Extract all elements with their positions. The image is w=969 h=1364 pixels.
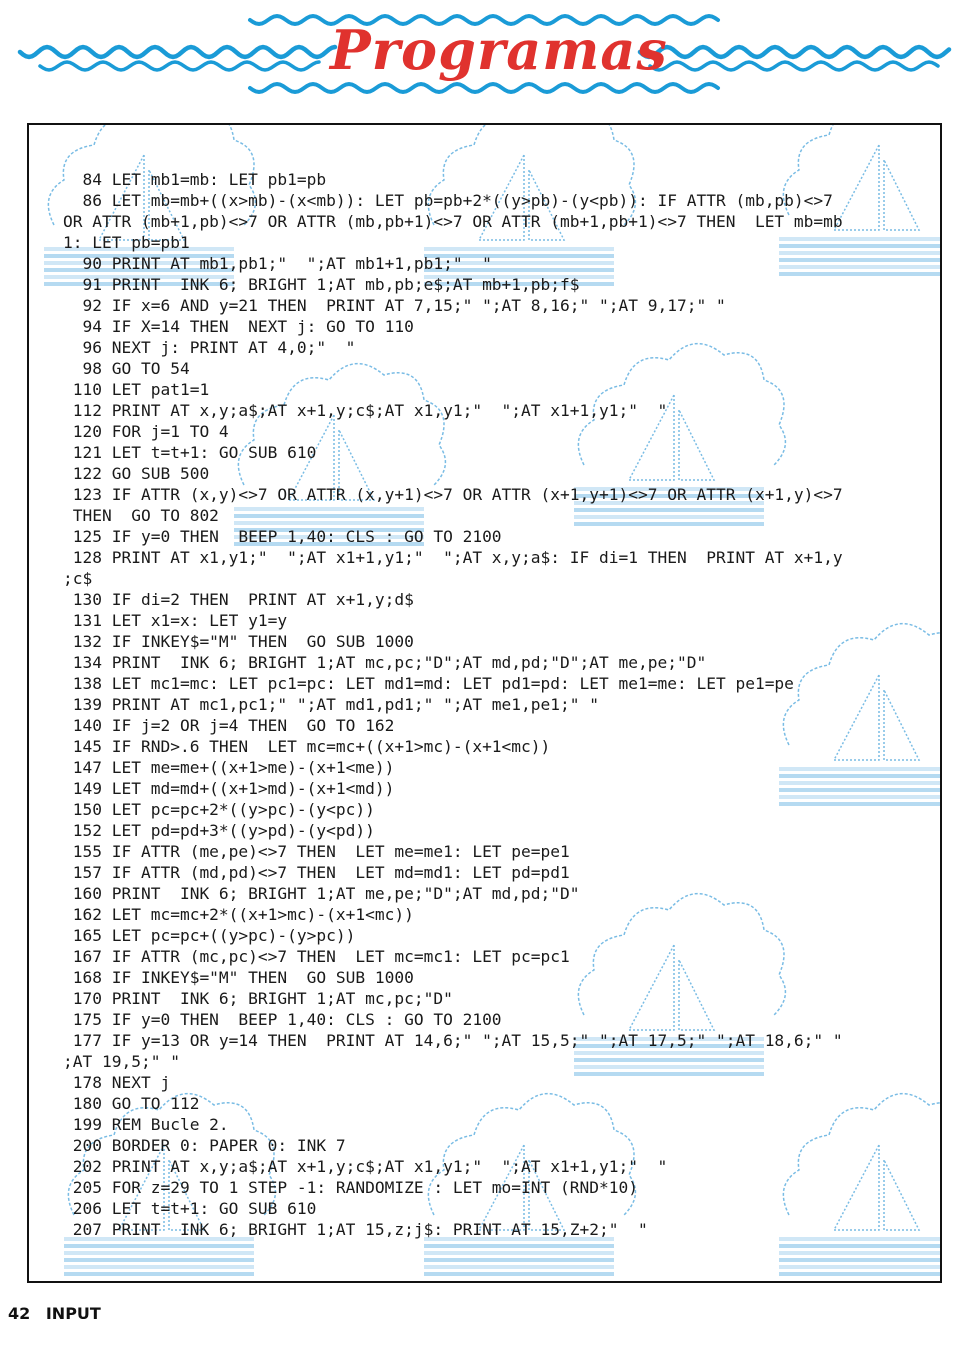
program-listing-frame bbox=[27, 123, 942, 1283]
code-line: 84 LET mb1=mb: LET pb1=pb bbox=[63, 170, 327, 189]
code-line: 157 IF ATTR (md,pd)<>7 THEN LET md=md1: LET pd=pd1 bbox=[63, 863, 570, 882]
code-line: 207 PRINT INK 6; BRIGHT 1;AT 15,z;j$: PRINT AT 15,Z+2;" " bbox=[63, 1220, 648, 1239]
code-line: 1: LET pb=pb1 bbox=[63, 233, 190, 252]
code-line: 206 LET t=t+1: GO SUB 610 bbox=[63, 1199, 317, 1218]
code-line: 205 FOR z=29 TO 1 STEP -1: RANDOMIZE : LET mo=INT (RND*10) bbox=[63, 1178, 638, 1197]
code-line: 86 LET mb=mb+((x>mb)-(x<mb)): LET pb=pb+2*((y>pb)-(y<pb)): IF ATTR (mb,pb)<>7 bbox=[63, 191, 833, 210]
code-line: 177 IF y=13 OR y=14 THEN PRINT AT 14,6;" ";AT 15,5;" ";AT 17,5;" ";AT 18,6;" " bbox=[63, 1031, 843, 1050]
code-line: 175 IF y=0 THEN BEEP 1,40: CLS : GO TO 2100 bbox=[63, 1010, 502, 1029]
code-line: 96 NEXT j: PRINT AT 4,0;" " bbox=[63, 338, 356, 357]
code-line: 92 IF x=6 AND y=21 THEN PRINT AT 7,15;" ";AT 8,16;" ";AT 9,17;" " bbox=[63, 296, 726, 315]
code-line: 91 PRINT INK 6; BRIGHT 1;AT mb,pb;e$;AT mb+1,pb;f$ bbox=[63, 275, 580, 294]
magazine-name: INPUT bbox=[45, 1304, 101, 1323]
code-line: 128 PRINT AT x1,y1;" ";AT x1+1,y1;" ";AT x,y;a$: IF di=1 THEN PRINT AT x+1,y bbox=[63, 548, 843, 567]
code-line: THEN GO TO 802 bbox=[63, 506, 219, 525]
code-line: 122 GO SUB 500 bbox=[63, 464, 210, 483]
code-line: 178 NEXT j bbox=[63, 1073, 171, 1092]
code-line: 168 IF INKEY$="M" THEN GO SUB 1000 bbox=[63, 968, 414, 987]
code-line: 150 LET pc=pc+2*((y>pc)-(y<pc)) bbox=[63, 800, 375, 819]
code-line: 199 REM Bucle 2. bbox=[63, 1115, 229, 1134]
basic-program-listing bbox=[29, 125, 940, 1281]
code-line: 160 PRINT INK 6; BRIGHT 1;AT me,pe;"D";AT md,pd;"D" bbox=[63, 884, 580, 903]
code-line: 112 PRINT AT x,y;a$;AT x+1,y;c$;AT x1,y1;" ";AT x1+1,y1;" " bbox=[63, 401, 668, 420]
code-line: 152 LET pd=pd+3*((y>pd)-(y<pd)) bbox=[63, 821, 375, 840]
code-line: OR ATTR (mb+1,pb)<>7 OR ATTR (mb,pb+1)<>7 OR ATTR (mb+1,pb+1)<>7 THEN LET mb=mb bbox=[63, 212, 843, 231]
code-line: 170 PRINT INK 6; BRIGHT 1;AT mc,pc;"D" bbox=[63, 989, 453, 1008]
code-line: 162 LET mc=mc+2*((x+1>mc)-(x+1<mc)) bbox=[63, 905, 414, 924]
code-line: 131 LET x1=x: LET y1=y bbox=[63, 611, 288, 630]
page-footer bbox=[8, 1304, 111, 1323]
code-line: ;AT 19,5;" " bbox=[63, 1052, 180, 1071]
code-line: 180 GO TO 112 bbox=[63, 1094, 200, 1113]
code-line: 200 BORDER 0: PAPER 0: INK 7 bbox=[63, 1136, 346, 1155]
code-line: 121 LET t=t+1: GO SUB 610 bbox=[63, 443, 317, 462]
code-line: 165 LET pc=pc+((y>pc)-(y>pc)) bbox=[63, 926, 356, 945]
code-line: 125 IF y=0 THEN BEEP 1,40: CLS : GO TO 2100 bbox=[63, 527, 502, 546]
code-line: ;c$ bbox=[63, 569, 93, 588]
code-line: 123 IF ATTR (x,y)<>7 OR ATTR (x,y+1)<>7 OR ATTR (x+1,y+1)<>7 OR ATTR (x+1,y)<>7 bbox=[63, 485, 843, 504]
code-line: 132 IF INKEY$="M" THEN GO SUB 1000 bbox=[63, 632, 414, 651]
code-line: 139 PRINT AT mc1,pc1;" ";AT md1,pd1;" ";AT me1,pe1;" " bbox=[63, 695, 600, 714]
code-line: 94 IF X=14 THEN NEXT j: GO TO 110 bbox=[63, 317, 414, 336]
page-number: 42 bbox=[8, 1304, 31, 1323]
code-line: 140 IF j=2 OR j=4 THEN GO TO 162 bbox=[63, 716, 395, 735]
code-line: 120 FOR j=1 TO 4 bbox=[63, 422, 229, 441]
code-line: 167 IF ATTR (mc,pc)<>7 THEN LET mc=mc1: LET pc=pc1 bbox=[63, 947, 570, 966]
code-line: 134 PRINT INK 6; BRIGHT 1;AT mc,pc;"D";AT md,pd;"D";AT me,pe;"D" bbox=[63, 653, 707, 672]
code-line: 90 PRINT AT mb1,pb1;" ";AT mb1+1,pb1;" " bbox=[63, 254, 492, 273]
code-line: 147 LET me=me+((x+1>me)-(x+1<me)) bbox=[63, 758, 395, 777]
code-line: 98 GO TO 54 bbox=[63, 359, 190, 378]
section-header bbox=[0, 0, 969, 115]
code-line: 145 IF RND>.6 THEN LET mc=mc+((x+1>mc)-(x+1<mc)) bbox=[63, 737, 551, 756]
code-line: 138 LET mc1=mc: LET pc1=pc: LET md1=md: LET pd1=pd: LET me1=me: LET pe1=pe bbox=[63, 674, 794, 693]
code-line: 155 IF ATTR (me,pe)<>7 THEN LET me=me1: LET pe=pe1 bbox=[63, 842, 570, 861]
code-line: 149 LET md=md+((x+1>md)-(x+1<md)) bbox=[63, 779, 395, 798]
section-title: Programas bbox=[330, 18, 668, 82]
code-line: 110 LET pat1=1 bbox=[63, 380, 210, 399]
code-line: 130 IF di=2 THEN PRINT AT x+1,y;d$ bbox=[63, 590, 414, 609]
code-line: 202 PRINT AT x,y;a$;AT x+1,y;c$;AT x1,y1;" ";AT x1+1,y1;" " bbox=[63, 1157, 668, 1176]
